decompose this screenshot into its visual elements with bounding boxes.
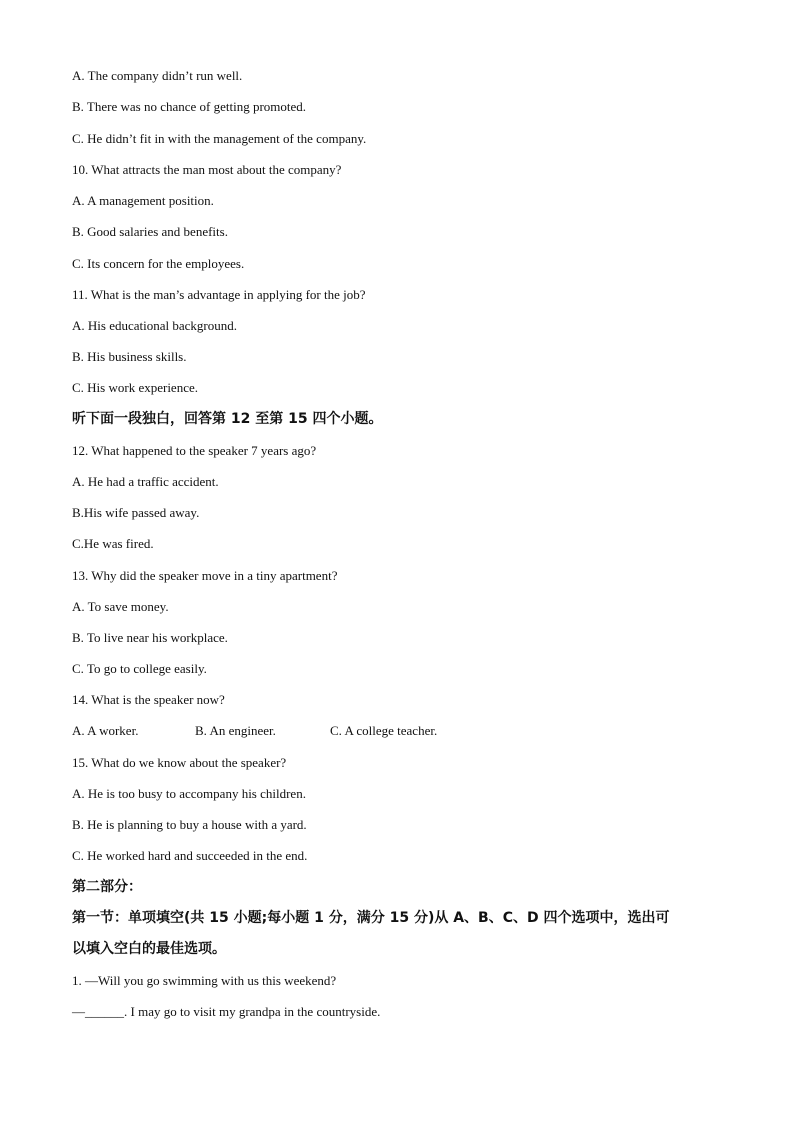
q12-question: 12. What happened to the speaker 7 years ago?	[72, 443, 317, 458]
q9-option-a: A. The company didn’t run well.	[72, 68, 243, 83]
q15-question: 15. What do we know about the speaker?	[72, 755, 287, 770]
q11-question: 11. What is the man’s advantage in applying for the job?	[72, 287, 366, 302]
q10-option-c: C. Its concern for the employees.	[72, 256, 245, 271]
q10-option-a: A. A management position.	[72, 193, 214, 208]
q12-option-a: A. He had a traffic accident.	[72, 474, 219, 489]
q13-option-b: B. To live near his workplace.	[72, 630, 228, 645]
q10-question: 10. What attracts the man most about the company?	[72, 162, 342, 177]
q15-option-a: A. He is too busy to accompany his children.	[72, 786, 306, 801]
q13-option-a: A. To save money.	[72, 599, 169, 614]
q14-option-c: C. A college teacher.	[330, 723, 438, 738]
section-one-instructions-line2: 以填入空白的最佳选项。	[72, 941, 226, 957]
q9-option-c: C. He didn’t fit in with the management of the company.	[72, 131, 367, 146]
grammar-q1-answer-line: —______. I may go to visit my grandpa in the countryside.	[72, 1004, 381, 1019]
q13-question: 13. Why did the speaker move in a tiny apartment?	[72, 568, 338, 583]
part-two-heading: 第二部分：	[72, 879, 142, 895]
q14-question: 14. What is the speaker now?	[72, 692, 225, 707]
q14-option-b: B. An engineer.	[195, 723, 276, 738]
grammar-q1-question: 1. —Will you go swimming with us this weekend?	[72, 973, 337, 988]
section-monologue-heading: 听下面一段独白，回答第 12 至第 15 四个小题。	[72, 411, 383, 427]
q10-option-b: B. Good salaries and benefits.	[72, 224, 228, 239]
q11-option-c: C. His work experience.	[72, 380, 198, 395]
q14-option-a: A. A worker.	[72, 723, 139, 738]
q13-option-c: C. To go to college easily.	[72, 661, 207, 676]
q11-option-b: B. His business skills.	[72, 349, 187, 364]
q15-option-c: C. He worked hard and succeeded in the end.	[72, 848, 308, 863]
q12-option-b: B.His wife passed away.	[72, 505, 200, 520]
q11-option-a: A. His educational background.	[72, 318, 237, 333]
q14-options-row	[72, 723, 437, 739]
q12-option-c: C.He was fired.	[72, 536, 154, 551]
q9-option-b: B. There was no chance of getting promoted.	[72, 99, 307, 114]
q15-option-b: B. He is planning to buy a house with a yard.	[72, 817, 307, 832]
section-one-instructions-line1: 第一节：单项填空(共 15 小题;每小题 1 分，满分 15 分)从 A、B、C、D 四个选项中，选出可	[72, 910, 670, 926]
